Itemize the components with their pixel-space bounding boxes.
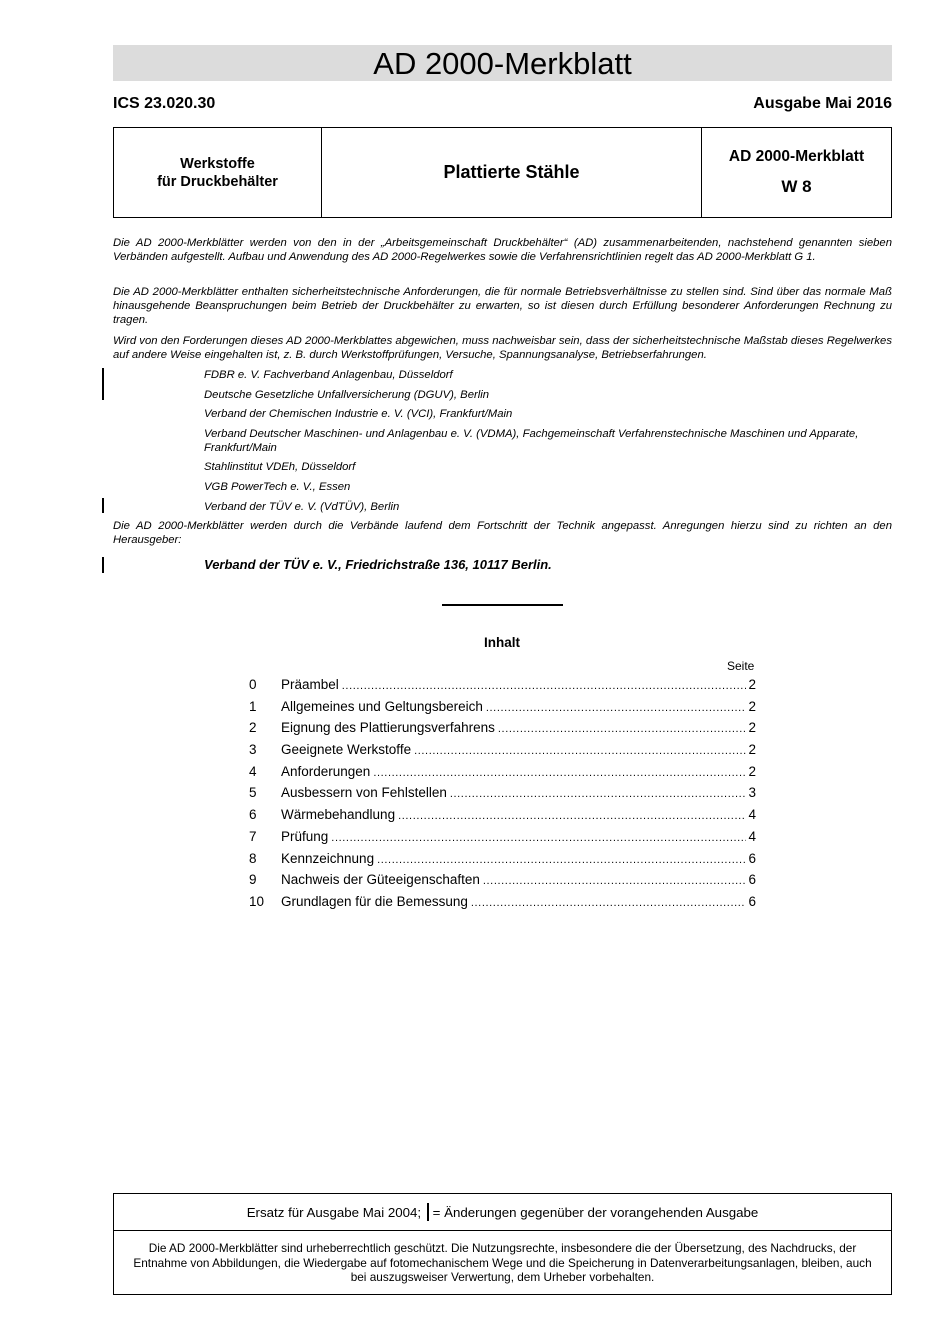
toc-leader <box>498 723 747 735</box>
toc-leader <box>414 745 746 757</box>
intro-paragraph-2: Die AD 2000-Merkblätter enthalten sicherheitstechnische Anforderungen, die für normale Betriebsverhältnisse zu stellen sind. Sind über das normale Maß hinausgehende Beanspruchungen beim Betrieb der Druckbehälter zu erwarten, so ist diesen durch Erfüllung besonderer Anforderungen Rechnung zu tragen. <box>113 286 892 327</box>
organization-item: Verband der Chemischen Industrie e. V. (VCI), Frankfurt/Main <box>204 408 513 421</box>
toc-title: Wärmebehandlung <box>281 807 396 823</box>
toc-leader <box>373 767 746 779</box>
copyright-notice: Die AD 2000-Merkblätter sind urheberrechtlich geschützt. Die Nutzungsrechte, insbesondere die der Übersetzung, des Nachdrucks, der Entnahme von Abbildungen, die Wiedergabe auf fotomechanischem Wege und die Speicherung in Datenverarbeitungsanlagen, bleiben, auch bei auszugsweiser Verwertung, dem Urheber vorbehalten. <box>133 1241 872 1285</box>
organization-list <box>204 368 864 519</box>
subject-title: Plattierte Stähle <box>443 162 580 182</box>
toc-entry[interactable] <box>249 872 756 894</box>
toc-page: 2 <box>748 677 756 692</box>
category-cell <box>114 128 322 217</box>
category-line-1: Werkstoffe <box>180 155 255 172</box>
header-box <box>113 127 892 218</box>
toc-page: 6 <box>748 850 756 866</box>
toc-page: 6 <box>748 872 756 888</box>
table-of-contents <box>249 677 756 916</box>
toc-leader <box>377 854 746 866</box>
edition-date: Ausgabe Mai 2016 <box>753 95 892 112</box>
toc-title: Anforderungen <box>281 763 371 779</box>
toc-number: 9 <box>249 872 257 888</box>
organization-item: Verband der TÜV e. V. (VdTÜV), Berlin <box>204 500 400 513</box>
toc-number: 4 <box>249 763 257 779</box>
toc-number: 5 <box>249 785 257 801</box>
toc-entry[interactable] <box>249 742 756 764</box>
toc-leader <box>483 875 747 887</box>
ics-code: ICS 23.020.30 <box>113 95 216 112</box>
change-bar-marker <box>102 498 104 513</box>
subject-cell <box>322 128 702 217</box>
toc-page: 3 <box>748 785 756 801</box>
toc-page: 2 <box>748 698 756 714</box>
toc-entry[interactable] <box>249 807 756 829</box>
toc-title: Eignung des Plattierungsverfahrens <box>281 720 495 736</box>
toc-number: 3 <box>249 742 257 758</box>
toc-leader <box>471 897 747 909</box>
category-line-2: für Druckbehälter <box>157 173 278 190</box>
intro-paragraph-1: Die AD 2000-Merkblätter werden von den in der „Arbeitsgemeinschaft Druckbehälter“ (AD) zusammenarbeitenden, nachstehend genannten sieben Verbänden aufgestellt. Aufbau und Anwendung des AD 2000-Regelwerkes sowie die Verfahrensrichtlinien regelt das AD 2000-Merkblatt G 1. <box>113 237 892 264</box>
toc-leader <box>398 810 746 822</box>
change-bar-marker <box>102 368 104 400</box>
toc-page: 6 <box>748 893 756 909</box>
footer-edition-note <box>114 1194 891 1231</box>
toc-entry[interactable] <box>249 764 756 786</box>
organization-item: FDBR e. V. Fachverband Anlagenbau, Düsseldorf <box>204 369 453 381</box>
toc-title: Kennzeichnung <box>281 850 375 866</box>
toc-leader <box>331 832 746 844</box>
toc-leader <box>486 702 747 714</box>
toc-number: 10 <box>249 893 265 909</box>
toc-number: 8 <box>249 850 257 866</box>
document-title: AD 2000-Merkblatt <box>113 45 892 81</box>
toc-number: 6 <box>249 807 257 823</box>
toc-title: Grundlagen für die Bemessung <box>281 893 468 909</box>
change-bar-legend-icon <box>427 1203 429 1221</box>
toc-number: 7 <box>249 828 257 844</box>
organization-item: Stahlinstitut VDEh, Düsseldorf <box>204 461 356 474</box>
toc-entry[interactable] <box>249 829 756 851</box>
toc-leader <box>342 680 747 692</box>
organization-item: Deutsche Gesetzliche Unfallversicherung (DGUV), Berlin <box>204 388 490 401</box>
toc-title: Allgemeines und Geltungsbereich <box>281 698 483 714</box>
footer-box <box>113 1193 892 1295</box>
sheet-id: W 8 <box>781 177 812 196</box>
toc-entry[interactable] <box>249 894 756 916</box>
toc-number: 0 <box>249 677 257 692</box>
toc-page: 4 <box>748 807 756 823</box>
changes-legend: = Änderungen gegenüber der vorangehenden Ausgabe <box>432 1204 759 1220</box>
separator-line <box>442 604 563 606</box>
toc-page: 2 <box>748 742 756 758</box>
replacement-note: Ersatz für Ausgabe Mai 2004; <box>246 1204 422 1220</box>
organization-item: Verband Deutscher Maschinen- und Anlagenbau e. V. (VDMA), Fachgemeinschaft Verfahrenstechnische Maschinen und Apparate, Frankfurt/Main <box>204 427 859 454</box>
organization-item: VGB PowerTech e. V., Essen <box>204 480 351 493</box>
toc-page: 2 <box>748 720 756 736</box>
toc-entry[interactable] <box>249 851 756 873</box>
toc-leader <box>450 788 747 800</box>
toc-entry[interactable] <box>249 699 756 721</box>
toc-page: 4 <box>748 828 756 844</box>
intro-paragraph-3: Wird von den Forderungen dieses AD 2000-Merkblattes abgewichen, muss nachweisbar sein, dass der sicherheitstechnische Maßstab dieses Regelwerkes auf andere Weise eingehalten ist, z. B. durch Werkstoffprüfungen, Versuche, Spannungsanalyse, Betriebserfahrungen. <box>113 335 892 362</box>
sheet-cell <box>702 128 891 217</box>
toc-page: 2 <box>748 763 756 779</box>
toc-title: Präambel <box>281 677 339 692</box>
toc-heading: Inhalt <box>484 635 520 650</box>
toc-entry[interactable] <box>249 677 756 699</box>
toc-title: Nachweis der Güteeigenschaften <box>281 872 480 888</box>
toc-entry[interactable] <box>249 720 756 742</box>
toc-number: 2 <box>249 720 257 736</box>
toc-number: 1 <box>249 698 257 714</box>
toc-title: Ausbessern von Fehlstellen <box>281 785 447 801</box>
update-note: Die AD 2000-Merkblätter werden durch die Verbände laufend dem Fortschritt der Technik angepasst. Anregungen hierzu sind zu richten an den Herausgeber: <box>113 520 892 547</box>
toc-title: Geeignete Werkstoffe <box>281 742 412 758</box>
change-bar-marker <box>102 557 104 573</box>
publisher-address: Verband der TÜV e. V., Friedrichstraße 136, 10117 Berlin. <box>204 557 552 572</box>
toc-entry[interactable] <box>249 785 756 807</box>
toc-page-label: Seite <box>727 659 755 673</box>
sheet-label: AD 2000-Merkblatt <box>728 148 865 165</box>
toc-title: Prüfung <box>281 828 329 844</box>
